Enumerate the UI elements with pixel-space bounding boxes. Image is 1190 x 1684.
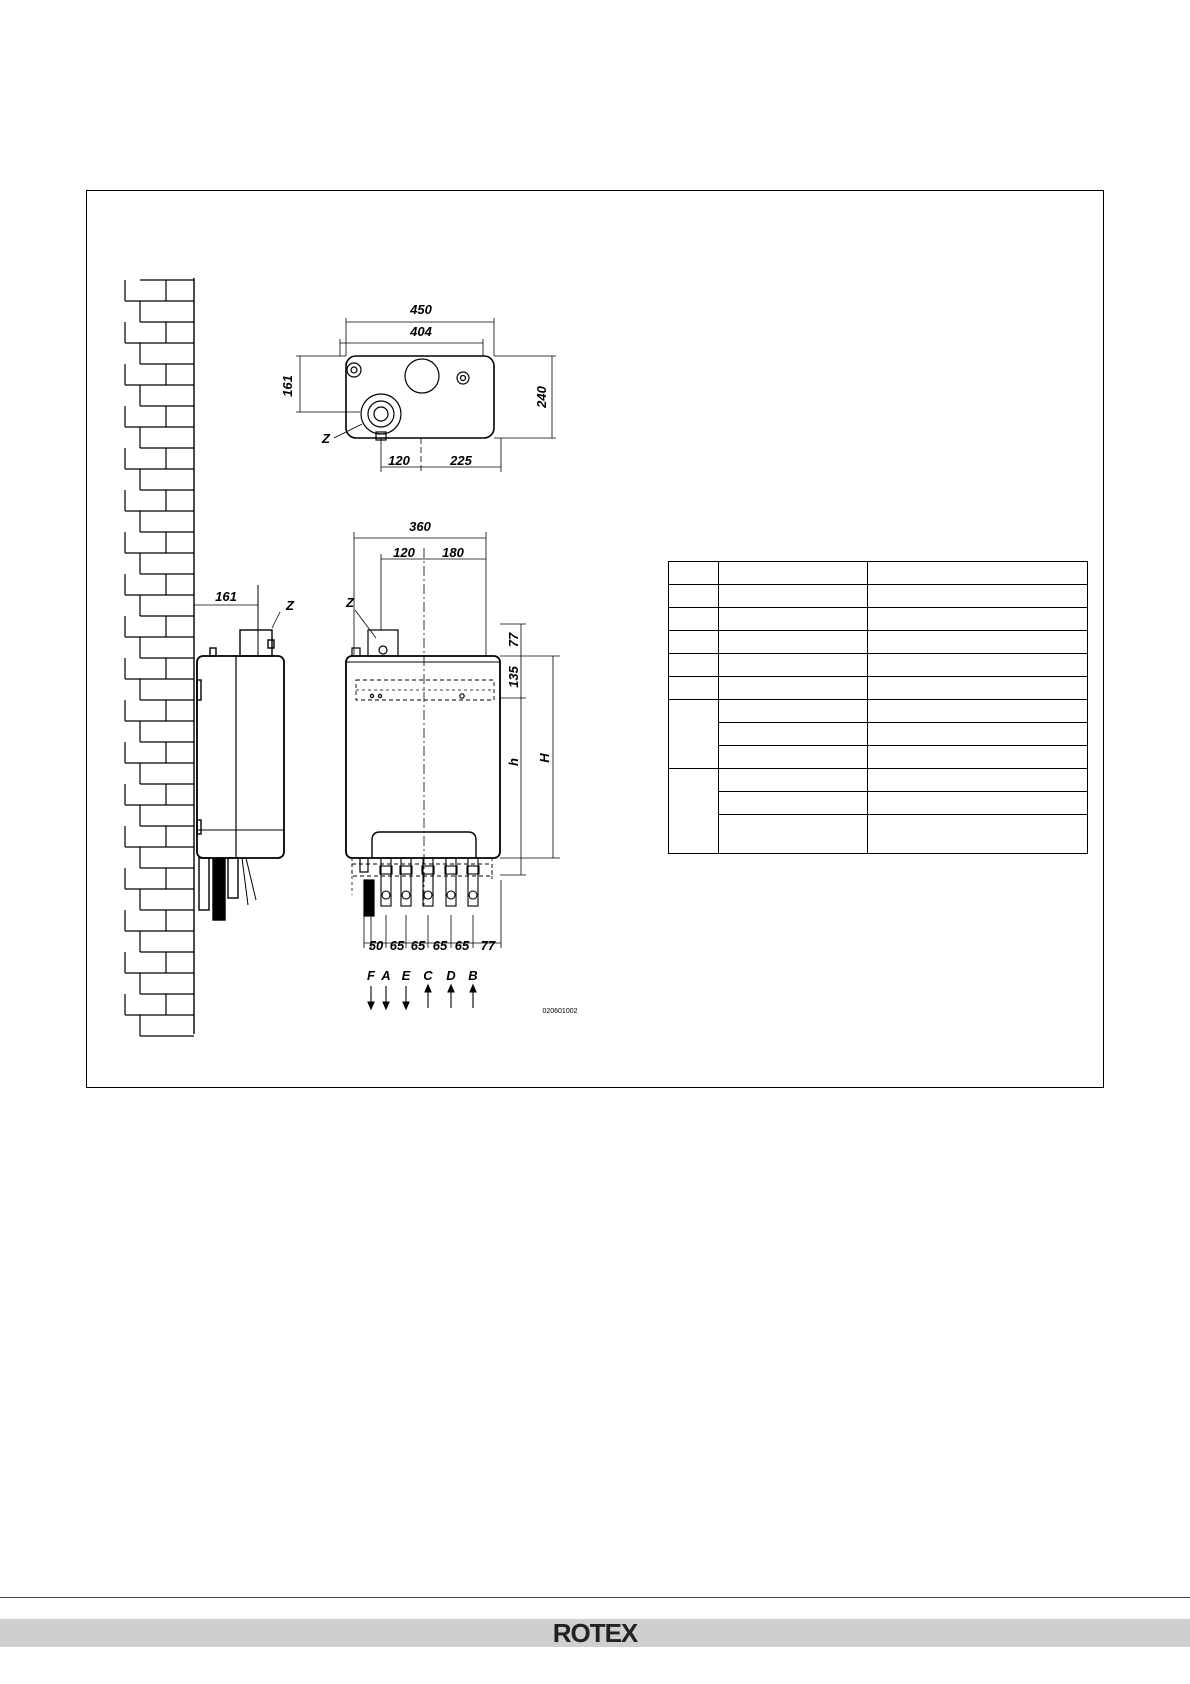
- pipe-nut: [400, 866, 412, 874]
- top-view-body: [346, 356, 494, 438]
- connection-letters: [367, 968, 478, 983]
- front-view: [346, 532, 560, 948]
- spec-cell: [719, 608, 868, 631]
- spec-cell: [868, 700, 1088, 723]
- spec-row: [669, 700, 1088, 723]
- spec-row: [669, 585, 1088, 608]
- top-view: [296, 318, 556, 472]
- connection-label-D: D: [446, 968, 456, 983]
- spec-cell: [868, 815, 1088, 854]
- dim-77-right: 77: [506, 632, 521, 648]
- spec-cell: [719, 792, 868, 815]
- spec-cell: [669, 585, 719, 608]
- label-z-front: Z: [346, 595, 354, 610]
- flow-arrow-down: [368, 1002, 374, 1009]
- spec-row: [669, 769, 1088, 792]
- dim-404: 404: [410, 324, 432, 339]
- spec-cell: [719, 631, 868, 654]
- dim-h: h: [506, 758, 521, 766]
- connection-label-B: B: [468, 968, 478, 983]
- spec-cell: [719, 562, 868, 585]
- spec-cell: [719, 654, 868, 677]
- spec-cell: [719, 769, 868, 792]
- flow-arrows: [368, 985, 476, 1009]
- spec-cell: [868, 631, 1088, 654]
- flow-arrow-down: [403, 1002, 409, 1009]
- spec-row: [669, 562, 1088, 585]
- spec-cell: [868, 723, 1088, 746]
- drawing-reference: 020601002: [542, 1008, 578, 1015]
- valve-fitting: [402, 891, 410, 899]
- label-z-side: Z: [286, 598, 294, 613]
- spec-cell: [669, 769, 719, 854]
- flow-arrow-up: [425, 985, 431, 992]
- connection-label-A: A: [381, 968, 391, 983]
- spec-cell: [719, 585, 868, 608]
- spec-cell: [719, 700, 868, 723]
- spec-row: [669, 723, 1088, 746]
- spec-row: [669, 746, 1088, 769]
- spec-row: [669, 608, 1088, 631]
- spec-row: [669, 792, 1088, 815]
- flow-arrow-up: [448, 985, 454, 992]
- connection-label-E: E: [401, 968, 411, 983]
- dim-H: H: [537, 753, 552, 763]
- dim-360: 360: [409, 519, 431, 534]
- spec-row: [669, 631, 1088, 654]
- dim-120-top: 120: [388, 453, 410, 468]
- footer-rule: [0, 1597, 1190, 1598]
- label-z-top: Z: [322, 431, 330, 446]
- spec-cell: [868, 608, 1088, 631]
- bottom-dim-3: 65: [432, 938, 448, 953]
- bottom-dimensions: [369, 938, 496, 953]
- spec-row: [669, 654, 1088, 677]
- spec-cell: [868, 654, 1088, 677]
- dim-450: 450: [410, 302, 432, 317]
- spec-cell: [719, 723, 868, 746]
- rotex-logo: ROTEX: [552, 1618, 638, 1648]
- dim-135: 135: [506, 666, 521, 688]
- spec-cell: [868, 585, 1088, 608]
- spec-cell: [669, 608, 719, 631]
- spec-cell: [868, 769, 1088, 792]
- bottom-dim-2: 65: [410, 938, 426, 953]
- spec-row: [669, 677, 1088, 700]
- dim-120-front: 120: [393, 545, 415, 560]
- connection-label-F: F: [367, 968, 375, 983]
- flow-arrow-up: [470, 985, 476, 992]
- pipe-nut: [380, 866, 392, 874]
- spec-cell: [868, 562, 1088, 585]
- dim-240: 240: [534, 386, 549, 408]
- spec-cell: [669, 631, 719, 654]
- valve-fitting: [469, 891, 477, 899]
- spec-cell: [868, 792, 1088, 815]
- bottom-dim-0: 50: [368, 938, 384, 953]
- spec-cell: [719, 677, 868, 700]
- dim-180: 180: [442, 545, 464, 560]
- valve-fitting: [382, 891, 390, 899]
- spec-cell: [669, 562, 719, 585]
- spec-cell: [669, 654, 719, 677]
- side-view: [194, 585, 284, 920]
- spec-cell: [669, 677, 719, 700]
- valve-fitting: [447, 891, 455, 899]
- spec-cell: [719, 746, 868, 769]
- spec-cell: [719, 815, 868, 854]
- spec-cell: [868, 746, 1088, 769]
- front-view-body: [346, 656, 500, 858]
- bottom-dim-1: 65: [389, 938, 405, 953]
- flow-arrow-down: [383, 1002, 389, 1009]
- pipe-connections: [371, 858, 479, 948]
- brick-wall: [125, 280, 194, 1036]
- dim-161-top: 161: [280, 375, 295, 397]
- pipe-nut: [467, 866, 479, 874]
- bottom-dim-4: 65: [454, 938, 470, 953]
- pipe-nut: [445, 866, 457, 874]
- spec-cell: [868, 677, 1088, 700]
- side-view-body: [197, 656, 284, 858]
- spec-row: [669, 815, 1088, 854]
- connection-label-C: C: [423, 968, 433, 983]
- dim-225: 225: [450, 453, 472, 468]
- dim-161-side: 161: [215, 589, 237, 604]
- bottom-dim-5: 77: [480, 938, 496, 953]
- valve-fitting: [424, 891, 432, 899]
- spec-cell: [669, 700, 719, 769]
- spec-table: [668, 561, 1088, 854]
